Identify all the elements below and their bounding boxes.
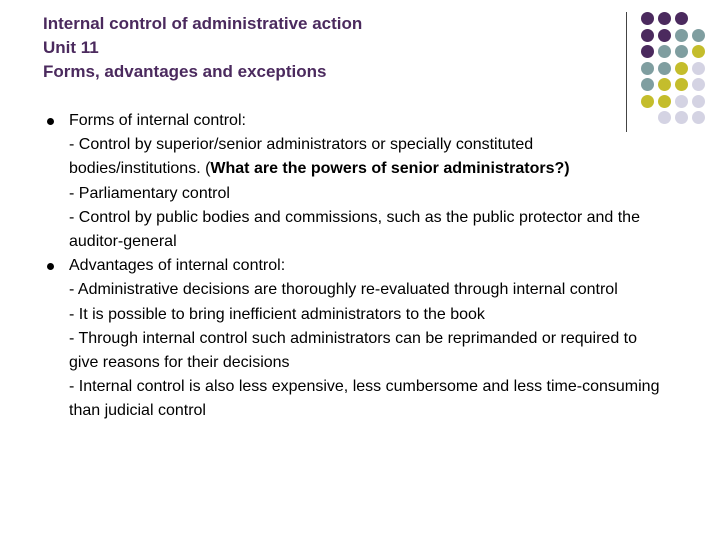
title-line-1: Internal control of administrative action: [43, 14, 363, 33]
dot: [675, 62, 688, 75]
dot: [641, 45, 654, 58]
slide-title: [43, 12, 362, 84]
bullet-dot-icon: [47, 118, 54, 125]
bullet-line-bold-question: What are the powers of senior administrators?): [210, 160, 570, 178]
bullet-line: - Through internal control such administrators can be reprimanded or required to give reasons for their decisions: [69, 329, 637, 372]
dot: [641, 62, 654, 75]
dot: [675, 95, 688, 108]
bullet-line: - Parliamentary control: [69, 184, 230, 202]
slide-body: [47, 109, 667, 424]
bullet-line: - Internal control is also less expensive, less cumbersome and less time-consuming than judicial control: [69, 378, 660, 420]
dot: [675, 45, 688, 58]
dot: [641, 29, 654, 42]
dot: [692, 62, 705, 75]
dot: [692, 95, 705, 108]
dot: [692, 45, 705, 58]
bullet-line-text: - Control by superior/senior administrators or specially constituted bodies/institutions. (: [69, 136, 534, 178]
bullet-line: - It is possible to bring inefficient administrators to the book: [69, 305, 485, 323]
dot: [675, 78, 688, 91]
dot: [692, 78, 705, 91]
dot: [658, 62, 671, 75]
dot: [675, 12, 688, 25]
dot: [658, 45, 671, 58]
bullet-advantages: [47, 254, 667, 423]
title-line-2: Unit 11: [43, 38, 99, 57]
dot: [692, 29, 705, 42]
bullet-heading: Advantages of internal control:: [69, 257, 286, 275]
dot: [675, 29, 688, 42]
title-line-3: Forms, advantages and exceptions: [43, 62, 327, 81]
dot: [658, 12, 671, 25]
bullet-line: [69, 133, 667, 181]
bullet-line: - Control by public bodies and commissions, such as the public protector and the auditor-general: [69, 208, 640, 251]
bullet-line: - Administrative decisions are thoroughly re-evaluated through internal control: [69, 281, 618, 299]
dot: [641, 78, 654, 91]
bullet-dot-icon: [47, 263, 54, 270]
bullet-forms: [47, 109, 667, 254]
dot: [641, 12, 654, 25]
dot: [658, 95, 671, 108]
dot: [641, 95, 654, 108]
bullet-heading: Forms of internal control:: [69, 112, 246, 129]
dot: [658, 78, 671, 91]
dot: [675, 111, 688, 124]
dot: [692, 111, 705, 124]
dot: [658, 29, 671, 42]
